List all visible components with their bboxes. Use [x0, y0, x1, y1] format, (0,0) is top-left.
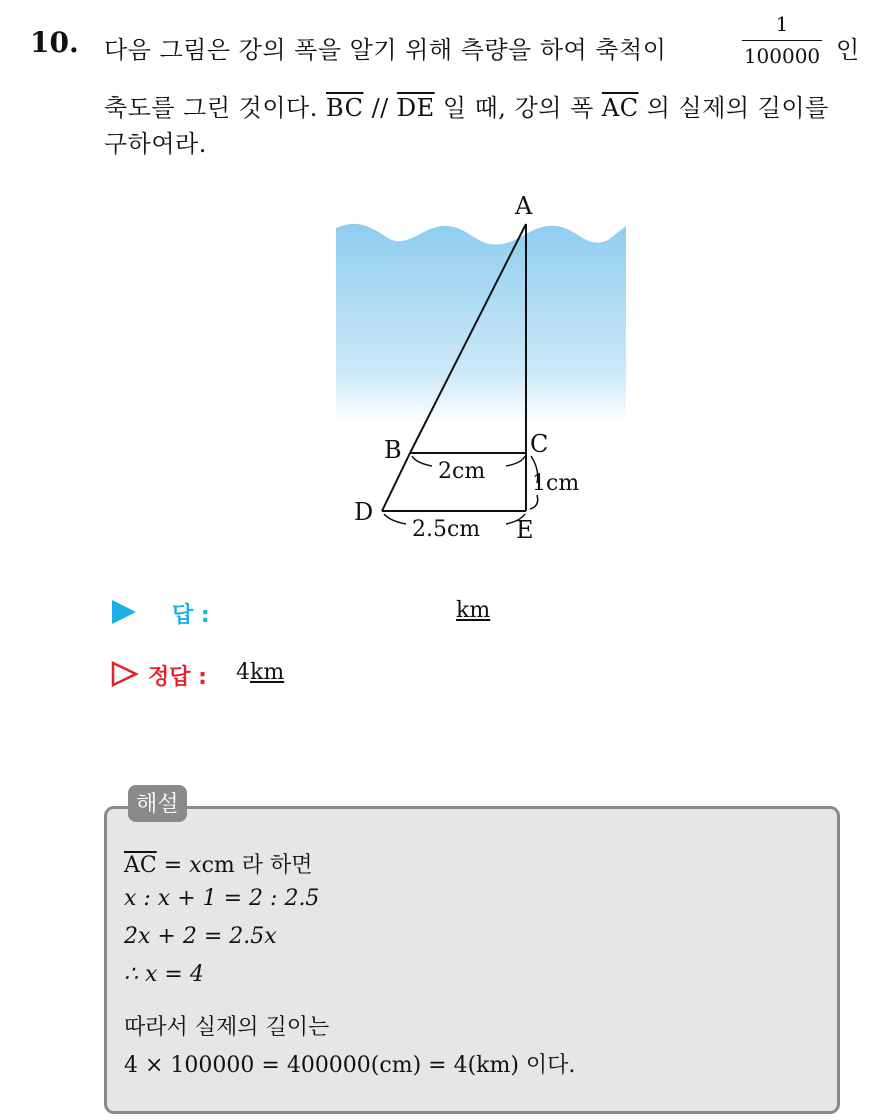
segment-ac: $\overline{AC}$ — [601, 94, 639, 122]
label-a: A — [515, 192, 533, 220]
river-figure — [320, 180, 640, 560]
label-b: B — [384, 436, 402, 464]
correct-answer-value: 4 — [236, 660, 250, 685]
explanation-line-6: 4 × 100000 = 400000(cm) = 4(km) 이다. — [124, 1053, 576, 1078]
segment-bc: $\overline{BC}$ — [326, 94, 364, 122]
scale-denominator: 100000 — [743, 44, 821, 68]
question-text: 다음 그림은 강의 폭을 알기 위해 측량을 하여 축척이 — [104, 36, 667, 64]
parallel-symbol: // — [371, 94, 389, 122]
explanation-line-1 — [124, 848, 313, 879]
question-line-3: 구하여라. — [104, 130, 207, 158]
length-ce: 1cm — [532, 471, 580, 496]
river-diagram — [320, 180, 640, 560]
question-line-1 — [104, 30, 666, 65]
correct-answer-outline-icon — [110, 660, 140, 688]
correct-answer-unit: km — [250, 660, 285, 685]
river-water — [336, 224, 626, 424]
answer-unit: km — [456, 598, 491, 623]
answer-label: 답 : — [172, 603, 210, 628]
label-d: D — [354, 498, 374, 526]
label-e: E — [516, 516, 534, 544]
correct-answer-label: 정답 : — [148, 665, 207, 690]
question-number: 10. — [30, 26, 79, 59]
question-text-2a: 축도를 그린 것이다. — [104, 94, 318, 122]
explanation-line-5: 따라서 실제의 길이는 — [124, 1015, 330, 1040]
explanation-equals: = — [163, 853, 183, 878]
segment-de: $\overline{DE}$ — [396, 94, 435, 122]
explanation-var: x — [189, 853, 202, 878]
question-line-1-end: 인 — [836, 36, 860, 64]
explanation-text-1: cm 라 하면 — [201, 853, 313, 878]
question-text-2b: 일 때, 강의 폭 — [442, 94, 594, 122]
explanation-line-3: 2x + 2 = 2.5x — [124, 924, 277, 949]
correct-answer — [236, 660, 284, 685]
question-line-2 — [104, 88, 829, 123]
answer-input[interactable] — [226, 598, 446, 628]
label-c: C — [530, 430, 549, 458]
explanation-tag: 해설 — [128, 785, 187, 822]
length-de: 2.5cm — [412, 517, 481, 542]
explanation-segment-ac: $\overline{AC}$ — [124, 853, 157, 878]
scale-fraction — [742, 12, 822, 68]
question-text-2c: 의 실제의 길이를 — [646, 94, 829, 122]
length-bc: 2cm — [438, 459, 486, 484]
explanation-line-2: x : x + 1 = 2 : 2.5 — [124, 886, 320, 911]
explanation-line-4: ∴ x = 4 — [124, 962, 204, 987]
scale-numerator: 1 — [742, 12, 822, 41]
answer-play-icon — [112, 600, 136, 624]
